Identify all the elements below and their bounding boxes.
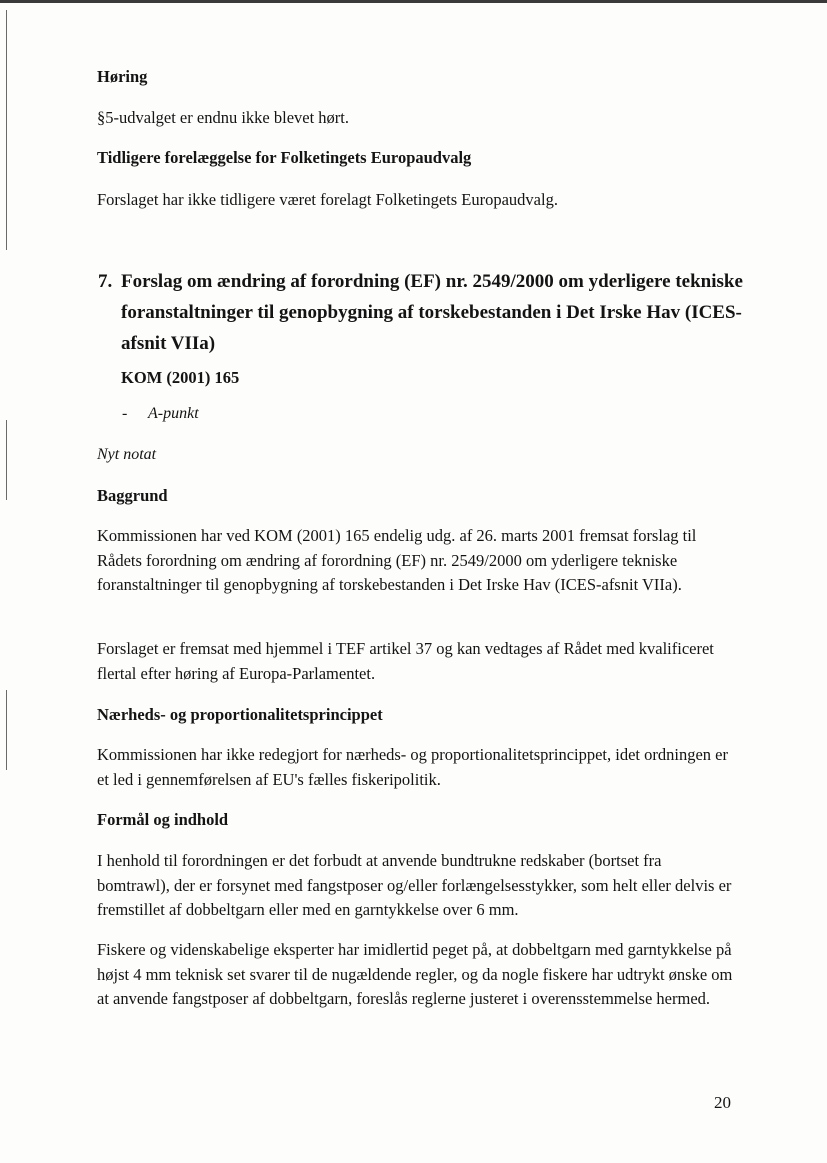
- heading-naerhed: Nærheds- og proportionalitetsprincippet: [97, 705, 383, 724]
- heading-tidligere: Tidligere forelæggelse for Folketingets Europaudvalg: [97, 148, 472, 167]
- scan-top-border: [0, 0, 827, 3]
- a-punkt-label: A-punkt: [148, 405, 199, 422]
- text-formaal-2: Fiskere og videnskabelige eksperter har imidlertid peget på, at dobbeltgarn med garntykkelse på højst 4 mm teknisk set svarer til de nugældende regler, og da nogle fiskere har udtrykt ønske om at anvende fangstposer af dobbeltgarn, foreslås reglerne justeret i overensstemmelse hermed.: [97, 940, 733, 1008]
- scan-edge-mark: [6, 420, 7, 500]
- text-naerhed: Kommissionen har ikke redegjort for nærheds- og proportionalitetsprincippet, idet ordningen er et led i gennemførelsen af EU's fælles fiskeripolitik.: [97, 745, 728, 789]
- item-title-text: Forslag om ændring af forordning (EF) nr. 2549/2000 om yderligere tekniske foranstaltninger til genopbygning af torskebestanden i Det Irske Hav (ICES-afsnit VIIa): [121, 271, 743, 354]
- heading-formaal: Formål og indhold: [97, 810, 229, 829]
- nyt-notat-label: Nyt notat: [97, 446, 157, 463]
- text-baggrund-2: Forslaget er fremsat med hjemmel i TEF artikel 37 og kan vedtages af Rådet med kvalificeret flertal efter høring af Europa-Parlamentet.: [97, 639, 714, 683]
- text-tidligere: Forslaget har ikke tidligere været forelagt Folketingets Europaudvalg.: [97, 190, 558, 209]
- bullet-dash: -: [122, 405, 128, 422]
- text-formaal-1: I henhold til forordningen er det forbudt at anvende bundtrukne redskaber (bortset fra bomtrawl), der er forsynet med fangstposer og/eller forlængelsesstykker, som helt eller delvis er fremstillet af dobbeltgarn eller med en garntykkelse over 6 mm.: [97, 851, 732, 919]
- heading-baggrund: Baggrund: [97, 486, 168, 505]
- text-horing: §5-udvalget er endnu ikke blevet hørt.: [97, 108, 350, 127]
- text-baggrund-1: Kommissionen har ved KOM (2001) 165 endelig udg. af 26. marts 2001 fremsat forslag til Rådets forordning om ændring af forordning (EF) nr. 2549/2000 om yderligere tekniske foranstaltninger til genopbygning af torskebestanden i Det Irske Hav (ICES-afsnit VIIa).: [97, 526, 697, 594]
- item-number: 7.: [98, 271, 113, 292]
- item-title: [98, 266, 748, 359]
- kom-reference: KOM (2001) 165: [121, 368, 240, 387]
- heading-horing: Høring: [97, 67, 148, 86]
- scan-edge-mark: [6, 690, 7, 770]
- page-number: 20: [714, 1093, 731, 1112]
- scan-edge-mark: [6, 10, 7, 250]
